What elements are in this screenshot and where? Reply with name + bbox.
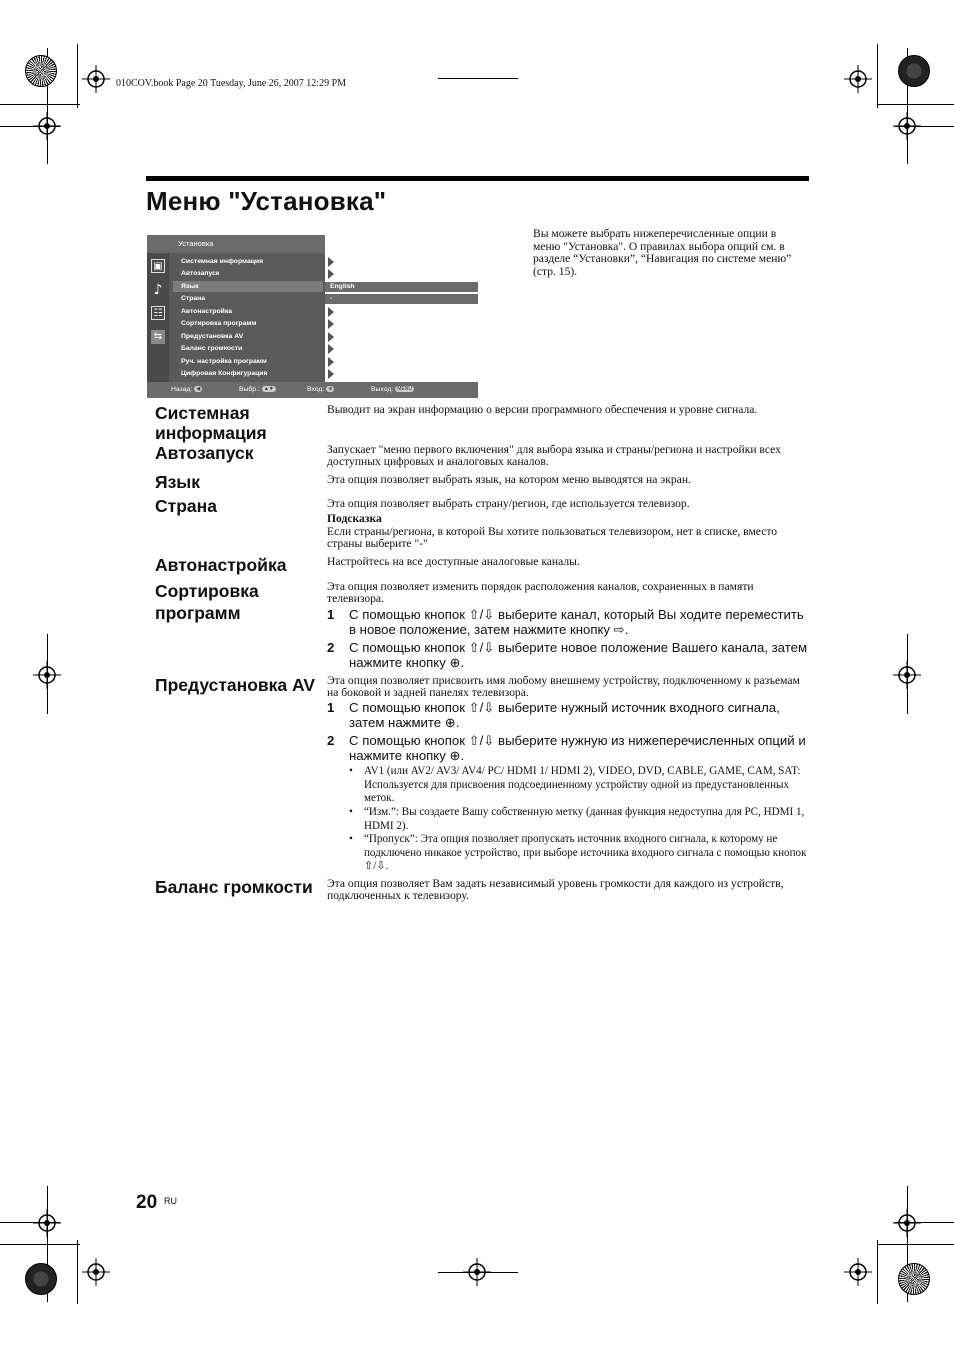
setup-menu-screenshot (147, 235, 478, 398)
desc-autostart: Запускает "меню первого включения" для выбора языка и страны/региона и настройки всех доступных цифровых и аналоговых каналов. (327, 443, 781, 468)
step-number: 2 (327, 640, 335, 655)
footer-back-label: Назад: (171, 386, 193, 393)
screen-icon: ▣ (151, 259, 165, 273)
left-button-icon: ◀ (196, 386, 201, 393)
bullet-text: “Пропуск”: Эта опция позволяет пропускать источник входного сигнала, к которому не подключено никакое устройство, при выборе источника входного сигнала с помощью кнопок ⇧/⇩. (364, 833, 807, 873)
term-autostart: Автозапуск (155, 443, 254, 463)
bullet-mark: • (349, 765, 353, 777)
registration-starburst-icon (898, 1263, 930, 1295)
registration-crosshair-icon (844, 65, 872, 93)
registration-crosshair-icon (893, 112, 921, 140)
submenu-arrow-icon (328, 307, 334, 317)
menu-header (147, 235, 325, 253)
footer-exit (371, 386, 414, 393)
step-text: С помощью кнопок ⇧/⇩ выберите нужную из нижеперечисленных опций и нажмите кнопку ⊕. (349, 733, 806, 763)
step-text: С помощью кнопок ⇧/⇩ выберите канал, который Вы ходите переместить в новое положение, затем нажмите кнопку ⇨. (349, 607, 804, 637)
av-bullet-1 (349, 765, 809, 805)
desc-autotune: Настройтесь на все доступные аналоговые каналы. (327, 555, 580, 568)
submenu-arrow-icon (328, 369, 334, 379)
menu-item-digital-config[interactable]: Цифровая Конфигурация (181, 370, 268, 377)
desc-volume: Эта опция позволяет Вам задать независимый уровень громкости для каждого из устройств, подключенных к телевизору. (327, 877, 784, 902)
desc-av-preset: Эта опция позволяет присвоить имя любому внешнему устройству, подключенному к разъемам на боковой и задней панелях телевизора. (327, 674, 800, 699)
step-number: 2 (327, 733, 335, 748)
menu-item-autotune[interactable]: Автонастройка (181, 308, 233, 315)
page-title: Меню "Установка" (146, 186, 387, 216)
submenu-arrow-icon (328, 319, 334, 329)
hint-text: Если страны/региона, в которой Вы хотите пользоваться телевизором, нет в списке, вместо страны выберите "-" (327, 525, 778, 550)
term-av-preset: Предустановка AV (155, 675, 316, 695)
registration-crosshair-icon (463, 1258, 491, 1286)
footer-enter-label: Вход: (307, 386, 325, 393)
ok-button-icon: ⊕ (328, 386, 333, 393)
menu-item-sort[interactable]: Сортировка программ (181, 320, 257, 327)
registration-starburst-icon (25, 55, 57, 87)
menu-item-manual-tune[interactable]: Руч. настройка программ (181, 358, 267, 365)
up-down-button-icon: ▲▼ (263, 386, 274, 393)
footer-select-label: Выбр.: (239, 386, 260, 393)
sort-step-1 (327, 608, 807, 638)
step-text: С помощью кнопок ⇧/⇩ выберите новое положение Вашего канала, затем нажмите кнопку ⊕. (349, 640, 808, 670)
av-step-2 (327, 734, 807, 764)
music-icon: ♪ (153, 282, 163, 298)
term-language: Язык (155, 472, 200, 492)
av-bullet-2 (349, 806, 809, 832)
menu-item-sysinfo[interactable]: Системная информация (181, 258, 264, 265)
desc-sysinfo: Выводит на экран информацию о версии программного обеспечения и уровне сигнала. (327, 403, 758, 416)
menu-footer (147, 382, 478, 398)
registration-crosshair-icon (82, 1258, 110, 1286)
intro-text: Вы можете выбрать нижеперечисленные опции в меню "Установка". О правилах выбора опций см. в разделе “Установки”, “Навигация по системе меню” (стр. 15). (533, 227, 792, 278)
registration-starburst-icon (898, 55, 930, 87)
sort-step-2 (327, 641, 807, 671)
desc-sort: Эта опция позволяет изменить порядок расположения каналов, сохраненных в памяти телевизора. (327, 580, 754, 605)
menu-item-country[interactable]: Страна (181, 295, 206, 302)
bullet-mark: • (349, 833, 353, 845)
av-bullet-3 (349, 833, 809, 873)
footer-enter (307, 386, 334, 393)
registration-crosshair-icon (893, 661, 921, 689)
bullet-text: “Изм.”: Вы создаете Вашу собственную метку (данная функция недоступна для PC, HDMI 1, HDMI 2). (364, 806, 805, 832)
step-text: С помощью кнопок ⇧/⇩ выберите нужный источник входного сигнала, затем нажмите ⊕. (349, 700, 780, 730)
submenu-arrow-icon (328, 332, 334, 342)
submenu-arrow-icon (328, 257, 334, 267)
step-number: 1 (327, 700, 335, 715)
menu-item-language[interactable]: Язык (173, 281, 323, 292)
footer-exit-label: Выход: (371, 386, 394, 393)
term-country: Страна (155, 496, 217, 516)
desc-country: Эта опция позволяет выбрать страну/регион, где используется телевизор. (327, 497, 690, 510)
menu-sidebar (147, 253, 169, 382)
country-value[interactable]: - (325, 294, 478, 304)
av-step-1 (327, 701, 807, 731)
term-volume: Баланс громкости (155, 877, 313, 897)
bullet-mark: • (349, 806, 353, 818)
term-sysinfo: Системная информация (155, 403, 267, 443)
step-number: 1 (327, 607, 335, 622)
registration-crosshair-icon (33, 112, 61, 140)
submenu-arrow-icon (328, 344, 334, 354)
page-number: 20 (136, 1192, 158, 1213)
submenu-arrow-icon (328, 269, 334, 279)
menu-item-av-preset[interactable]: Предустановка AV (181, 333, 244, 340)
submenu-arrow-icon (328, 357, 334, 367)
registration-crosshair-icon (33, 661, 61, 689)
footer-back (171, 386, 202, 393)
menu-button-icon: MENU (397, 386, 412, 393)
registration-crosshair-icon (82, 65, 110, 93)
term-sort: Сортировка программ (155, 581, 259, 623)
page-language-code: RU (164, 1196, 177, 1206)
registration-crosshair-icon (844, 1258, 872, 1286)
term-autotune: Автонастройка (155, 555, 287, 575)
title-rule (146, 176, 809, 181)
registration-crosshair-icon (33, 1209, 61, 1237)
settings-icon: ☷ (151, 306, 165, 320)
bullet-text: AV1 (или AV2/ AV3/ AV4/ PC/ HDMI 1/ HDMI 2), VIDEO, DVD, CABLE, GAME, CAM, SAT: Используется для присвоения подсоединенному устройству одной из предустановленных меток. (364, 765, 801, 805)
desc-language: Эта опция позволяет выбрать язык, на котором меню выводятся на экран. (327, 473, 691, 486)
language-value[interactable]: English (325, 282, 478, 292)
menu-title: Установка (178, 239, 214, 248)
setup-icon: ⇆ (151, 330, 165, 344)
menu-item-autostart[interactable]: Автозапуск (181, 270, 220, 277)
hint-title-text: Подсказка (327, 512, 382, 525)
hint-title (327, 513, 810, 525)
registration-crosshair-icon (893, 1209, 921, 1237)
registration-starburst-icon (25, 1263, 57, 1295)
footer-select (239, 386, 276, 393)
menu-item-volume[interactable]: Баланс громкости (181, 345, 243, 352)
print-slug: 010COV.book Page 20 Tuesday, June 26, 2007 12:29 PM (116, 78, 347, 89)
